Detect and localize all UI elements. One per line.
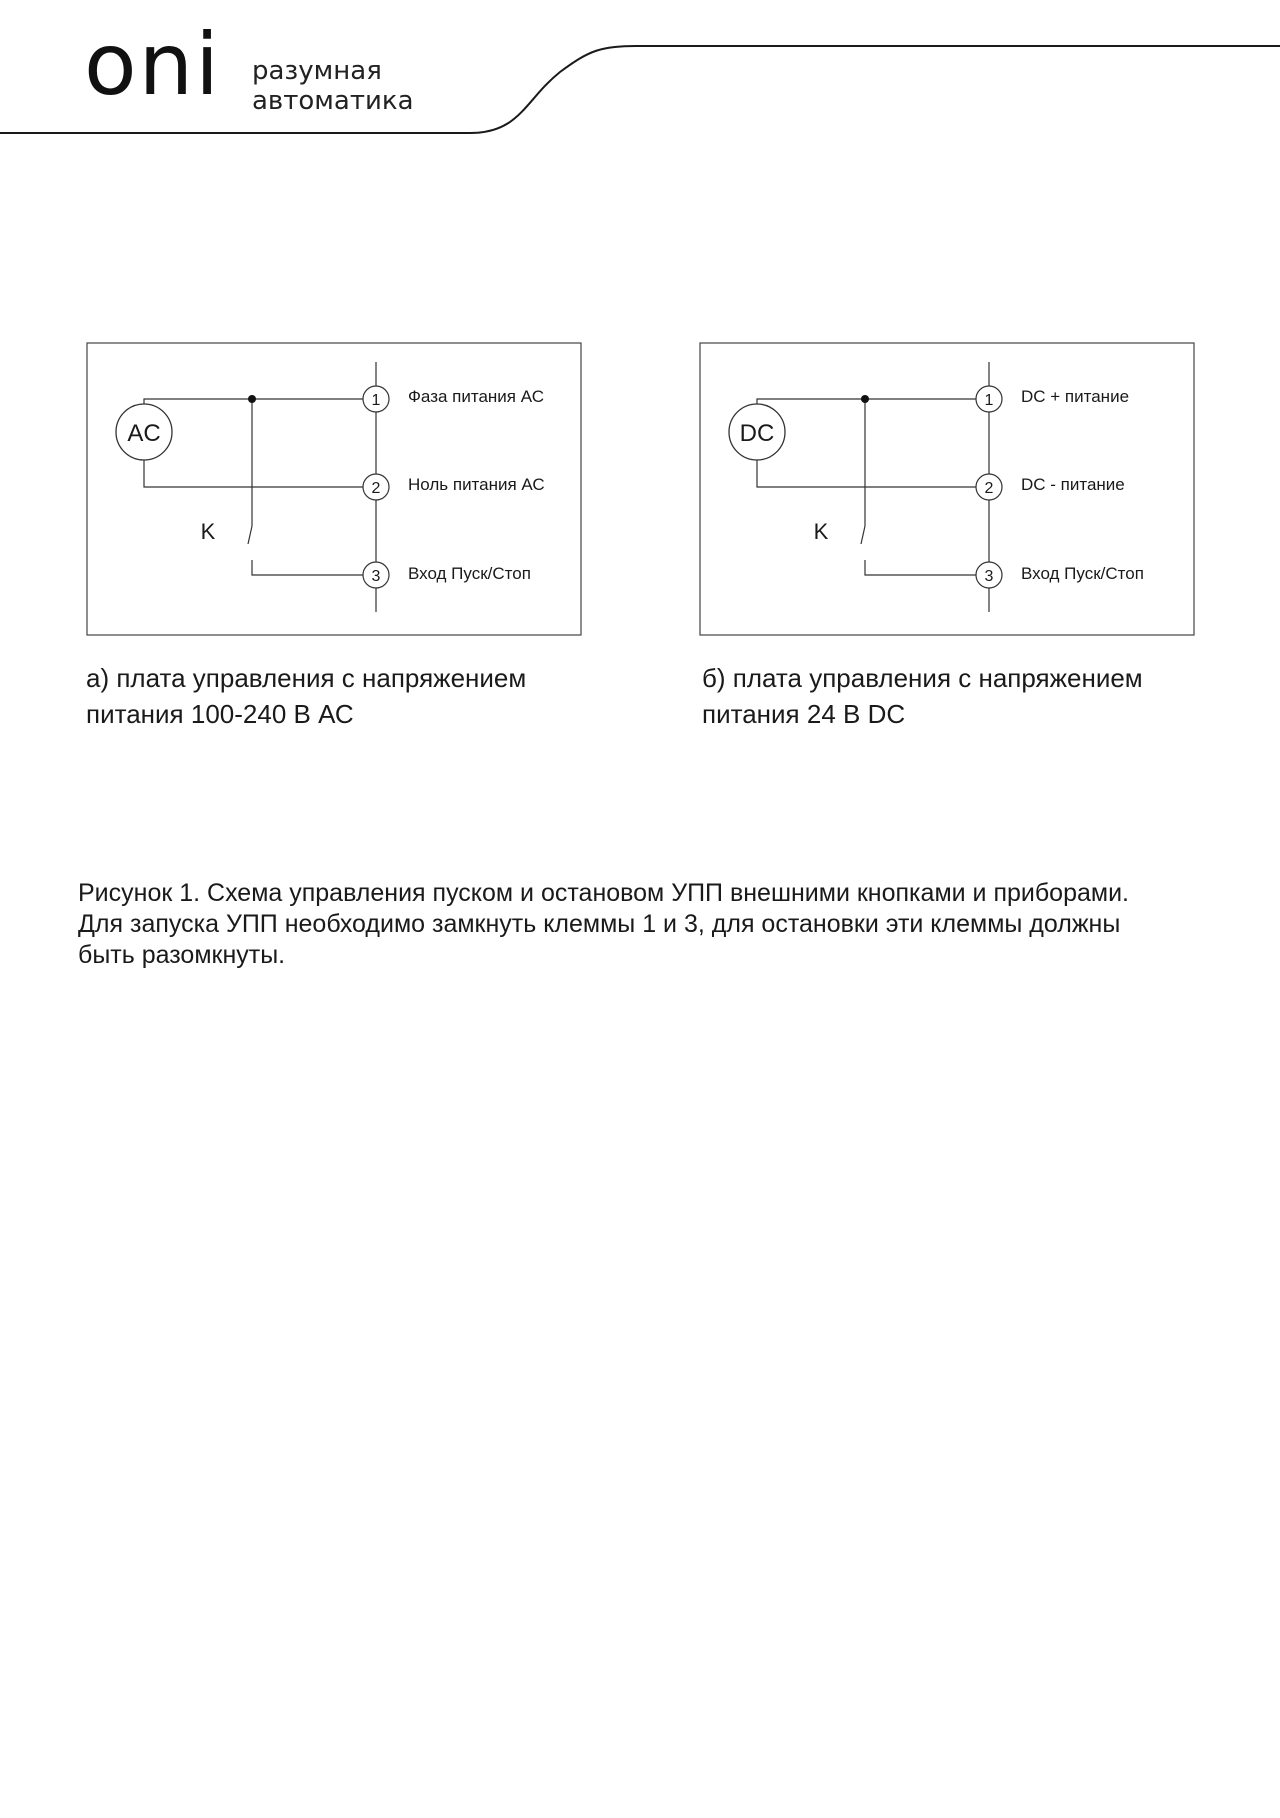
terminal-1 xyxy=(976,386,1129,412)
terminal-3 xyxy=(363,562,531,588)
wiring-diagram-ac xyxy=(86,342,582,636)
caption-line-2: питания 24 В DC xyxy=(702,699,906,729)
diagram-caption-dc xyxy=(702,660,1222,732)
wiring-diagram-dc xyxy=(699,342,1195,636)
wires xyxy=(757,362,989,612)
terminal-label: DC - питание xyxy=(1021,475,1125,494)
caption-line-1: б) плата управления с напряжением xyxy=(702,663,1143,693)
figure-caption-line-3: быть разомкнуты. xyxy=(78,941,286,969)
terminal-label: DC + питание xyxy=(1021,387,1130,406)
tagline-line-1: разумная xyxy=(252,56,382,86)
terminal-number: 1 xyxy=(984,392,994,409)
junction-dot xyxy=(861,395,869,403)
page-header xyxy=(0,0,1280,140)
power-source-symbol xyxy=(729,404,785,460)
source-label: AC xyxy=(127,420,161,447)
figure-caption xyxy=(78,878,1208,971)
terminal-number: 1 xyxy=(371,392,381,409)
terminal-number: 2 xyxy=(371,480,381,497)
terminal-number: 3 xyxy=(371,568,381,585)
caption-line-2: питания 100-240 В АС xyxy=(86,699,354,729)
terminal-label: Вход Пуск/Стоп xyxy=(408,564,531,583)
caption-line-1: а) плата управления с напряжением xyxy=(86,663,527,693)
terminal-number: 2 xyxy=(984,480,994,497)
terminal-3 xyxy=(976,562,1144,588)
terminal-2 xyxy=(363,474,545,500)
figure-caption-line-1: Рисунок 1. Схема управления пуском и остановом УПП внешними кнопками и приборами. xyxy=(78,879,1129,907)
switch-label: K xyxy=(813,519,829,544)
terminal-label: Вход Пуск/Стоп xyxy=(1021,564,1144,583)
terminal-2 xyxy=(976,474,1125,500)
source-label: DC xyxy=(739,420,775,447)
tagline-line-2: автоматика xyxy=(252,86,414,116)
brand-tagline xyxy=(252,56,414,116)
junction-dot xyxy=(248,395,256,403)
wires xyxy=(144,362,376,612)
switch-label: K xyxy=(200,519,216,544)
figure-caption-line-2: Для запуска УПП необходимо замкнуть клеммы 1 и 3, для остановки эти клеммы должны xyxy=(78,910,1121,938)
power-source-symbol xyxy=(116,404,172,460)
terminal-label: Ноль питания АС xyxy=(408,475,545,494)
terminal-1 xyxy=(363,386,544,412)
brand-logo: oni xyxy=(84,15,222,115)
diagram-caption-ac xyxy=(86,660,606,732)
terminal-number: 3 xyxy=(984,568,994,585)
terminal-label: Фаза питания АС xyxy=(408,387,544,406)
